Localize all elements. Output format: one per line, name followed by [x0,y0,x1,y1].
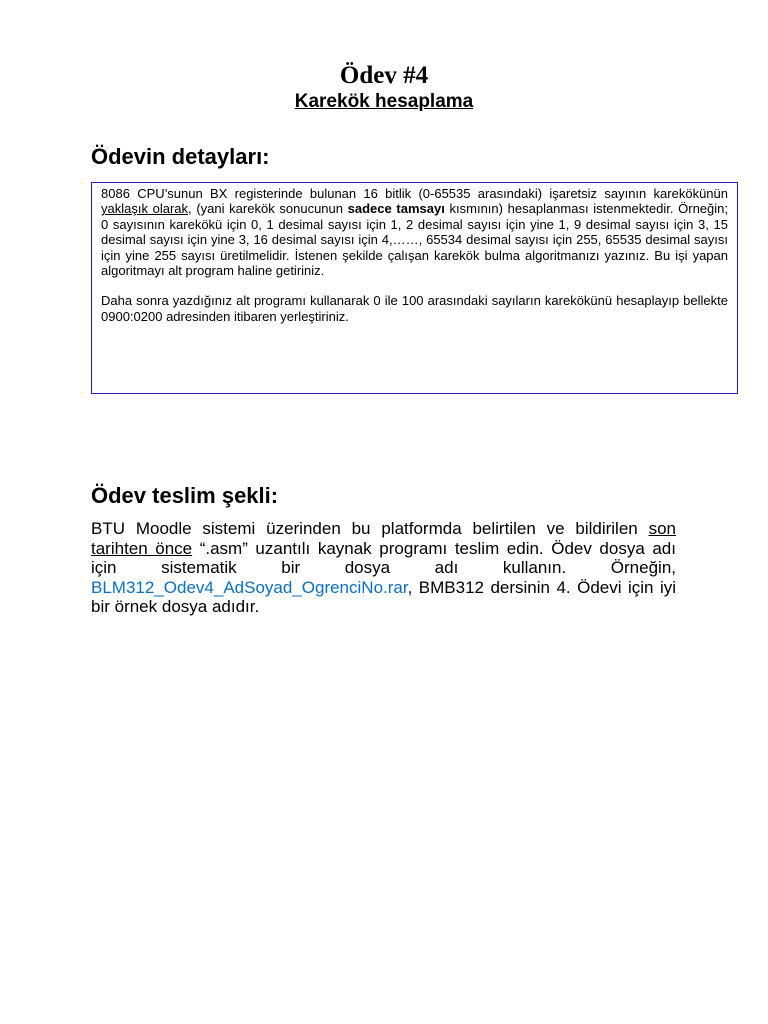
submission-text-c: , BMB312 dersinin 4. Ödevi için iyi bir örnek dosya adıdır. [91,577,676,616]
details-paragraph-1 [101,186,728,278]
submission-deadline-underlined: son tarihten önce [91,519,676,558]
details-paragraph-2: Daha sonra yazdığınız alt programı kullanarak 0 ile 100 arasındaki sayıların karekökünü hesaplayıp bellekte 0900:0200 adresinden itibaren yerleştiriniz. [101,293,728,324]
details-p1-text-a: 8086 CPU’sunun BX registerinde bulunan 16 bitlik (0-65535 arasındaki) işaretsiz sayının karekökünün [101,186,728,201]
details-p1-text-c: kısmının) hesaplanması istenmektedir. Örneğin; 0 sayısının karekökü için 0, 1 desimal sayısı için 1, 2 desimal sayısı için yine 1, 9 desimal sayısı için 3, 15 desimal sayısı için yine 3, 16 desimal sayısı için 4,……, 65534 desimal sayısı için 255, 65535 desimal sayısı için yine 255 sayısı üretilmelidir. İstenen şekilde çalışan karekök bulma algoritmanızı yazınız. Bu işi yapan algoritmayı alt program haline getiriniz. [101,201,728,279]
details-p1-bold: sadece tamsayı [347,201,445,217]
submission-text-b: “.asm” uzantılı kaynak programı teslim edin. Ödev dosya adı için sistematik bir dosya adı kullanın. Örneğin, [91,538,676,577]
document-title: Ödev #4 [339,62,429,89]
document-subtitle: Karekök hesaplama [294,91,474,112]
example-file-name: BLM312_Odev4_AdSoyad_OgrenciNo.rar [91,577,408,597]
submission-text-a: BTU Moodle sistemi üzerinden bu platformda belirtilen ve bildirilen [91,519,649,538]
details-p1-text-b: , (yani karekök sonucunun [188,201,348,217]
submission-heading: Ödev teslim şekli: [91,483,279,508]
details-heading: Ödevin detayları: [91,144,270,169]
details-box [91,182,738,394]
submission-paragraph [91,519,676,617]
details-p1-underlined: yaklaşık olarak [101,201,189,217]
